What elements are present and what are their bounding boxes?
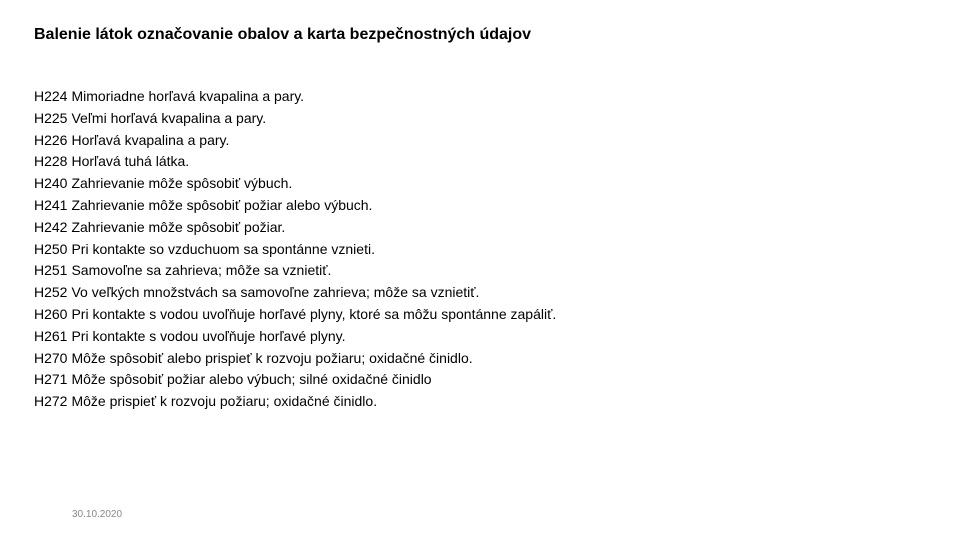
hazard-text: Zahrievanie môže spôsobiť požiar. [71, 218, 286, 235]
hazard-statement-item [34, 391, 556, 413]
hazard-statement-item [34, 348, 556, 370]
hazard-code: H270 [34, 349, 68, 366]
hazard-text: Vo veľkých množstvách sa samovoľne zahrieva; môže sa vznietiť. [71, 284, 480, 301]
hazard-statement-item [34, 195, 556, 217]
slide-title: Balenie látok označovanie obalov a karta bezpečnostných údajov [34, 26, 532, 43]
hazard-statement-item [34, 239, 556, 261]
hazard-code: H226 [34, 131, 68, 148]
footer-date: 30.10.2020 [72, 509, 123, 520]
hazard-text: Horľavá kvapalina a pary. [71, 131, 230, 148]
hazard-statement-item [34, 217, 556, 239]
hazard-text: Pri kontakte s vodou uvoľňuje horľavé plyny, ktoré sa môžu spontánne zapáliť. [71, 305, 557, 322]
hazard-text: Môže prispieť k rozvoju požiaru; oxidačné činidlo. [71, 393, 378, 410]
hazard-code: H225 [34, 109, 68, 126]
hazard-code: H241 [34, 196, 68, 213]
hazard-code: H260 [34, 305, 68, 322]
hazard-code: H242 [34, 218, 68, 235]
hazard-text: Zahrievanie môže spôsobiť výbuch. [71, 175, 293, 192]
hazard-statement-item [34, 151, 556, 173]
hazard-code: H224 [34, 88, 68, 104]
hazard-statement-item [34, 369, 556, 391]
hazard-code: H251 [34, 262, 68, 279]
hazard-code: H271 [34, 371, 68, 388]
hazard-text: Veľmi horľavá kvapalina a pary. [71, 109, 267, 126]
hazard-statement-item [34, 86, 556, 108]
hazard-statement-item [34, 282, 556, 304]
hazard-text: Mimoriadne horľavá kvapalina a pary. [71, 88, 305, 104]
hazard-text: Samovoľne sa zahrieva; môže sa vznietiť. [71, 262, 332, 279]
hazard-code: H261 [34, 327, 68, 344]
hazard-code: H272 [34, 393, 68, 410]
hazard-statement-item [34, 326, 556, 348]
hazard-text: Pri kontakte so vzduchuom sa spontánne vznieti. [71, 240, 375, 257]
hazard-code: H252 [34, 284, 68, 301]
hazard-statement-item [34, 260, 556, 282]
hazard-code: H240 [34, 175, 68, 192]
hazard-statement-list [34, 86, 556, 413]
hazard-statement-item [34, 304, 556, 326]
hazard-text: Pri kontakte s vodou uvoľňuje horľavé plyny. [71, 327, 346, 344]
hazard-statement-item [34, 130, 556, 152]
hazard-text: Môže spôsobiť alebo prispieť k rozvoju požiaru; oxidačné činidlo. [71, 349, 473, 366]
hazard-statement-item [34, 173, 556, 195]
hazard-text: Horľavá tuhá látka. [71, 153, 190, 170]
hazard-text: Môže spôsobiť požiar alebo výbuch; silné oxidačné činidlo [71, 371, 432, 388]
hazard-code: H250 [34, 240, 68, 257]
hazard-statement-item [34, 108, 556, 130]
hazard-code: H228 [34, 153, 68, 170]
hazard-text: Zahrievanie môže spôsobiť požiar alebo výbuch. [71, 196, 373, 213]
